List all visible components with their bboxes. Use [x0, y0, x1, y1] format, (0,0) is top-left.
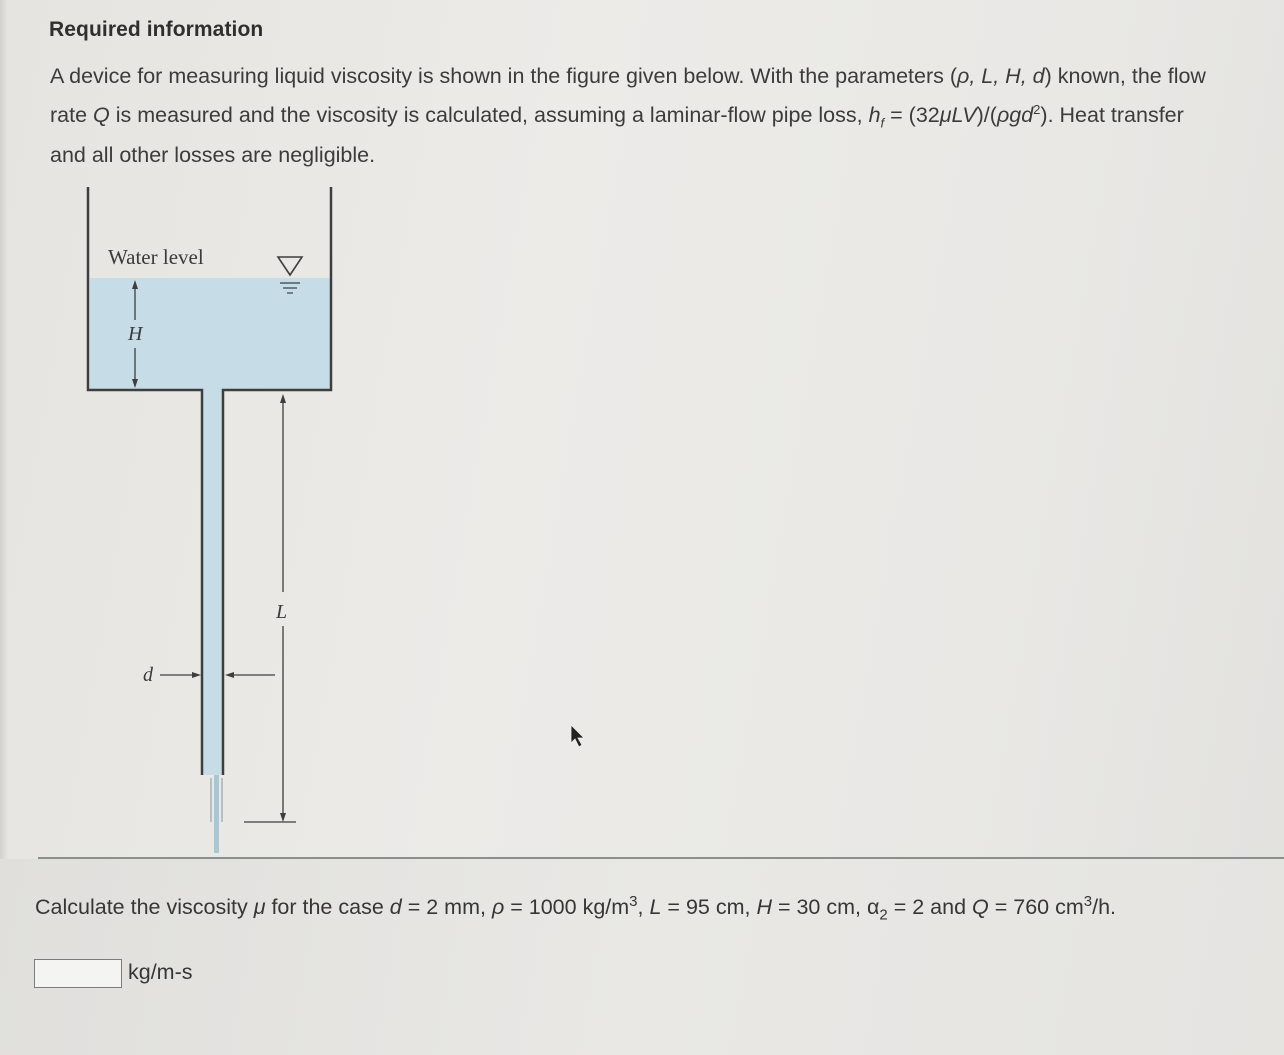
- l-dimension-arrow: [280, 394, 286, 403]
- problem-line-1: A device for measuring liquid viscosity is shown in the figure given below. With the parameters (ρ, L, H, d) known, the flow: [50, 64, 1206, 88]
- d-dimension-arrow: [192, 672, 201, 678]
- h-label: H: [128, 323, 143, 345]
- tank-wall: [88, 187, 202, 775]
- tank-wall: [223, 187, 331, 775]
- pipe-water: [202, 390, 223, 775]
- water-level-icon: [278, 257, 302, 275]
- d-label: d: [143, 664, 153, 686]
- question-panel: [0, 859, 1284, 1055]
- water-level-label: Water level: [108, 245, 204, 269]
- mouse-cursor-icon: [571, 725, 584, 747]
- question-text: Calculate the viscosity μ for the case d = 2 mm, ρ = 1000 $kg/m^3$, L = 95 cm, H = 30 cm, $\alpha_2 = 2$ and Q = 760 $cm^3/h$.: [35, 893, 1117, 924]
- outlet-stream: [214, 775, 219, 853]
- section-divider: [38, 857, 1284, 859]
- problem-line-3: and all other losses are negligible.: [50, 143, 376, 168]
- section-heading: Required information: [49, 18, 264, 41]
- l-label: L: [276, 601, 288, 623]
- d-dimension-arrow: [225, 672, 234, 678]
- answer-unit: kg/m-s: [128, 960, 193, 984]
- l-dimension-arrow: [280, 813, 286, 822]
- answer-input[interactable]: [34, 959, 122, 988]
- problem-line-2: rate Q is measured and the viscosity is calculated, assuming a laminar-flow pipe loss, $h_f = (32\mu LV)/(\rho gd^2)$. Heat transfer: [50, 102, 1184, 131]
- tank-water: [90, 278, 332, 390]
